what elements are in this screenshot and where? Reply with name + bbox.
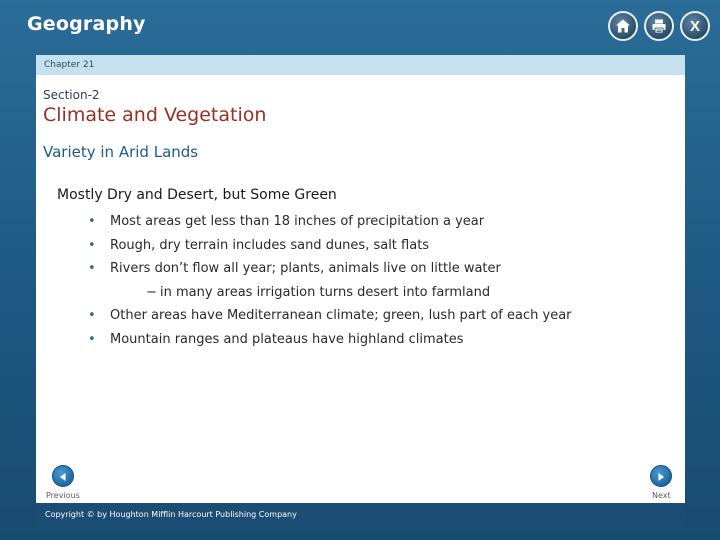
slide-content xyxy=(36,75,685,503)
list-item: • Other areas have Mediterranean climate; green, lush part of each year xyxy=(86,306,572,330)
bullet-marker: • xyxy=(88,308,96,323)
section-label: Section-2 xyxy=(43,88,100,102)
sub-list-item: − in many areas irrigation turns desert into farmland xyxy=(86,283,572,307)
bullet-marker: • xyxy=(88,331,96,347)
close-icon xyxy=(687,18,703,34)
home-button[interactable] xyxy=(608,11,638,41)
bullet-marker: • xyxy=(88,237,96,253)
copyright-text: Copyright © by Houghton Mifflin Harcourt Publishing Company xyxy=(45,510,297,519)
page-title: Climate and Vegetation xyxy=(43,104,267,126)
close-button[interactable] xyxy=(680,11,710,41)
bullet-marker: • xyxy=(88,214,96,229)
top-toolbar xyxy=(608,11,710,41)
bullet-list xyxy=(86,212,572,353)
chapter-bar xyxy=(36,55,685,75)
list-item: • Rivers don’t flow all year; plants, animals live on little water xyxy=(86,259,572,283)
home-icon xyxy=(615,18,631,34)
svg-text:X: X xyxy=(689,18,701,34)
list-item: • Most areas get less than 18 inches of precipitation a year xyxy=(86,212,572,236)
slide-subtitle: Variety in Arid Lands xyxy=(43,143,199,161)
next-label[interactable]: Next xyxy=(652,491,671,500)
list-item: • Mountain ranges and plateaus have highland climates xyxy=(86,330,572,354)
content-heading: Mostly Dry and Desert, but Some Green xyxy=(57,187,337,203)
chapter-label: Chapter 21 xyxy=(44,60,95,70)
arrow-right-icon xyxy=(656,467,666,486)
print-button[interactable] xyxy=(644,11,674,41)
previous-button[interactable] xyxy=(52,465,74,487)
printer-icon xyxy=(651,18,667,34)
arrow-left-icon xyxy=(58,467,68,486)
sub-bullet-marker: − xyxy=(146,284,157,300)
next-button[interactable] xyxy=(650,465,672,487)
list-item: • Rough, dry terrain includes sand dunes, salt flats xyxy=(86,236,572,260)
previous-label[interactable]: Previous xyxy=(46,491,80,500)
bullet-marker: • xyxy=(88,261,96,276)
app-title: Geography xyxy=(27,13,146,35)
footer xyxy=(36,503,685,527)
